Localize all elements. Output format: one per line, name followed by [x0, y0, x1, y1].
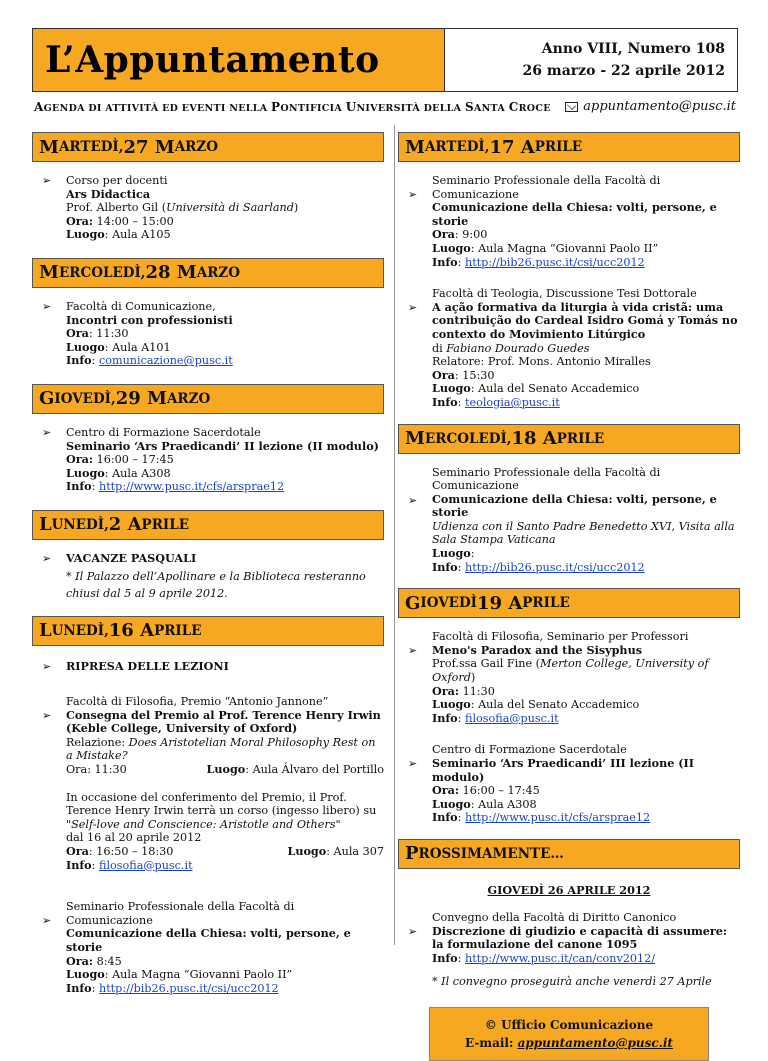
arrow-bullet-icon: ➢: [408, 493, 418, 507]
arrow-bullet-icon: ➢: [408, 188, 418, 201]
contact-email-text[interactable]: appuntamento@pusc.it: [583, 99, 736, 114]
section-heading: M ERCOLEDÌ, 28 M ARZO: [32, 258, 384, 288]
event-item: ➢ Facoltà di Teologia, Discussione Tesi Dottorale A ação formativa da liturgia à vida cristã: uma contribuição do Cardeal Isidro Gomá y Tomás no contexto do Movimiento Litúrgico di Fabiano Dourado Guedes Relatore: Prof. Mons. Antonio Miralles Ora: 15:30 Luogo: Aula del Senato Accademico Info: teologia@pusc.it: [408, 287, 738, 409]
issue-dates: 26 marzo - 22 aprile 2012: [522, 63, 725, 79]
event-item: ➢ Facoltà di Filosofia, Seminario per Professori Meno's Paradox and the Sisyphus Prof.ssa Gail Fine (Merton College, University of Oxford) Ora: 11:30 Luogo: Aula del Senato Accademico Info: filosofia@pusc.it: [408, 630, 709, 725]
info-link[interactable]: http://bib26.pusc.it/csi/ucc2012: [464, 560, 645, 574]
arrow-bullet-icon: ➢: [408, 644, 418, 658]
footer-email[interactable]: appuntamento@pusc.it: [517, 1035, 673, 1050]
masthead-title-box: [33, 29, 445, 91]
arrow-bullet-icon: ➢: [42, 914, 52, 928]
newsletter-subtitle: AGENDA DI ATTIVITÀ ED EVENTI NELLA PONTIFICIA UNIVERSITÀ DELLA SANTA CROCE: [34, 100, 551, 114]
footer-office: © Ufficio Comunicazione: [484, 1017, 654, 1032]
info-link[interactable]: http://www.pusc.it/cfs/arsprae12: [98, 480, 285, 494]
event-item: ➢ VACANZE PASQUALI * Il Palazzo dell’Apollinare e la Biblioteca resteranno chiusi dal 5 al 9 aprile 2012.: [42, 550, 366, 600]
section-heading: L UNEDÌ, 16 A PRILE: [32, 616, 384, 646]
info-link[interactable]: comunicazione@pusc.it: [98, 354, 233, 368]
event-item: ➢ Facoltà di Comunicazione, Incontri con professionisti Ora: 11:30 Luogo: Aula A101 Info: comunicazione@pusc.it: [42, 299, 233, 368]
info-link[interactable]: http://bib26.pusc.it/csi/ucc2012: [464, 255, 645, 269]
info-link[interactable]: teologia@pusc.it: [464, 395, 560, 409]
right-column: [398, 132, 740, 1061]
event-item: ➢ Centro di Formazione Sacerdotale Seminario ‘Ars Praedicandi’ II lezione (II modulo) Ora: 16:00 – 17:45 Luogo: Aula A308 Info: http://www.pusc.it/cfs/arsprae12: [42, 425, 379, 494]
info-link[interactable]: filosofia@pusc.it: [98, 858, 193, 872]
info-link[interactable]: http://bib26.pusc.it/csi/ucc2012: [98, 981, 279, 995]
newsletter-title: L’Appuntamento: [45, 39, 380, 81]
arrow-bullet-icon: ➢: [42, 425, 52, 439]
event-item: ➢ Seminario Professionale della Facoltà di Comunicazione Comunicazione della Chiesa: volti, persone, e storie Ora: 8:45 Luogo: Aula Magna “Giovanni Paolo II” Info: http://bib26.pusc.it/csi/ucc2012: [42, 900, 351, 995]
event-item: ➢ Seminario Professionale della Facoltà di Comunicazione Comunicazione della Chiesa: volti, persone, e storie Udienza con il Santo Padre Benedetto XVI, Visita alla Sala Stampa Vaticana Luogo: Info: http://bib26.pusc.it/csi/ucc2012: [408, 465, 735, 574]
arrow-bullet-icon: ➢: [408, 301, 418, 315]
event-item: ➢ Convegno della Facoltà di Diritto Canonico Discrezione di giudizio e capacità di assumere: la formulazione del canone 1095 Info: http://www.pusc.it/can/conv2012/: [408, 910, 728, 965]
section-heading: G IOVEDÌ 19 A PRILE: [398, 588, 740, 618]
arrow-bullet-icon: ➢: [42, 659, 52, 673]
column-divider: [394, 125, 395, 945]
info-link[interactable]: http://www.pusc.it/cfs/arsprae12: [464, 811, 651, 825]
section-heading: L UNEDÌ, 2 A PRILE: [32, 510, 384, 540]
contact-email[interactable]: [565, 99, 736, 114]
section-heading: M ARTEDÌ, 17 A PRILE: [398, 132, 740, 162]
arrow-bullet-icon: ➢: [42, 174, 52, 187]
section-heading: M ARTEDÌ, 27 M ARZO: [32, 132, 384, 162]
arrow-bullet-icon: ➢: [42, 551, 52, 565]
event-item: ➢ RIPRESA DELLE LEZIONI: [42, 658, 229, 673]
masthead: [32, 28, 738, 92]
issue-info: [445, 29, 737, 91]
issue-number: Anno VIII, Numero 108: [541, 41, 725, 57]
event-item: ➢ Seminario Professionale della Facoltà di Comunicazione Comunicazione della Chiesa: volti, persone, e storie Ora: 9:00 Luogo: Aula Magna “Giovanni Paolo II” Info: http://bib26.pusc.it/csi/ucc2012: [408, 174, 717, 269]
section-heading: M ERCOLEDÌ, 18 A PRILE: [398, 424, 740, 454]
section-heading: G IOVEDÌ, 29 M ARZO: [32, 384, 384, 414]
envelope-icon: [565, 102, 578, 112]
arrow-bullet-icon: ➢: [408, 924, 418, 938]
footer-box: © Ufficio Comunicazione E-mail: appuntamento@pusc.it: [429, 1007, 709, 1061]
arrow-bullet-icon: ➢: [408, 757, 418, 771]
event-item: ➢ Centro di Formazione Sacerdotale Seminario ‘Ars Praedicandi’ III lezione (II modulo) Ora: 16:00 – 17:45 Luogo: Aula A308 Info: http://www.pusc.it/cfs/arsprae12: [408, 743, 695, 825]
event-item: ➢ Corso per docenti Ars Didactica Prof. Alberto Gil (Università di Saarland) Ora: 14:00 – 15:00 Luogo: Aula A105: [42, 174, 299, 242]
info-link[interactable]: http://www.pusc.it/can/conv2012/: [464, 951, 656, 965]
left-column: [32, 132, 384, 995]
info-link[interactable]: filosofia@pusc.it: [464, 711, 559, 725]
event-item: In occasione del conferimento del Premio, il Prof. Terence Henry Irwin terrà un corso (ingesso libero) su "Self-love and Conscience: Aristotle and Others" dal 16 al 20 aprile 2012 Ora: 16:50 – 18:30 Luogo: Aula 307 Info: filosofia@pusc.it: [66, 790, 384, 872]
upcoming-date: GIOVEDÌ 26 APRILE 2012: [487, 882, 651, 897]
event-item: ➢ Facoltà di Filosofia, Premio “Antonio Jannone” Consegna del Premio al Prof. Terence Henry Irwin (Keble College, University of Oxford) Relazione: Does Aristotelian Moral Philosophy Rest on a Mistake? Ora: 11:30 Luogo: Aula Álvaro del Portillo: [42, 695, 384, 777]
arrow-bullet-icon: ➢: [42, 709, 52, 723]
section-heading: P ROSSIMAMENTE…: [398, 839, 740, 869]
event-note: * Il convegno proseguirà anche venerdì 27 Aprile: [432, 975, 712, 989]
arrow-bullet-icon: ➢: [42, 299, 52, 313]
